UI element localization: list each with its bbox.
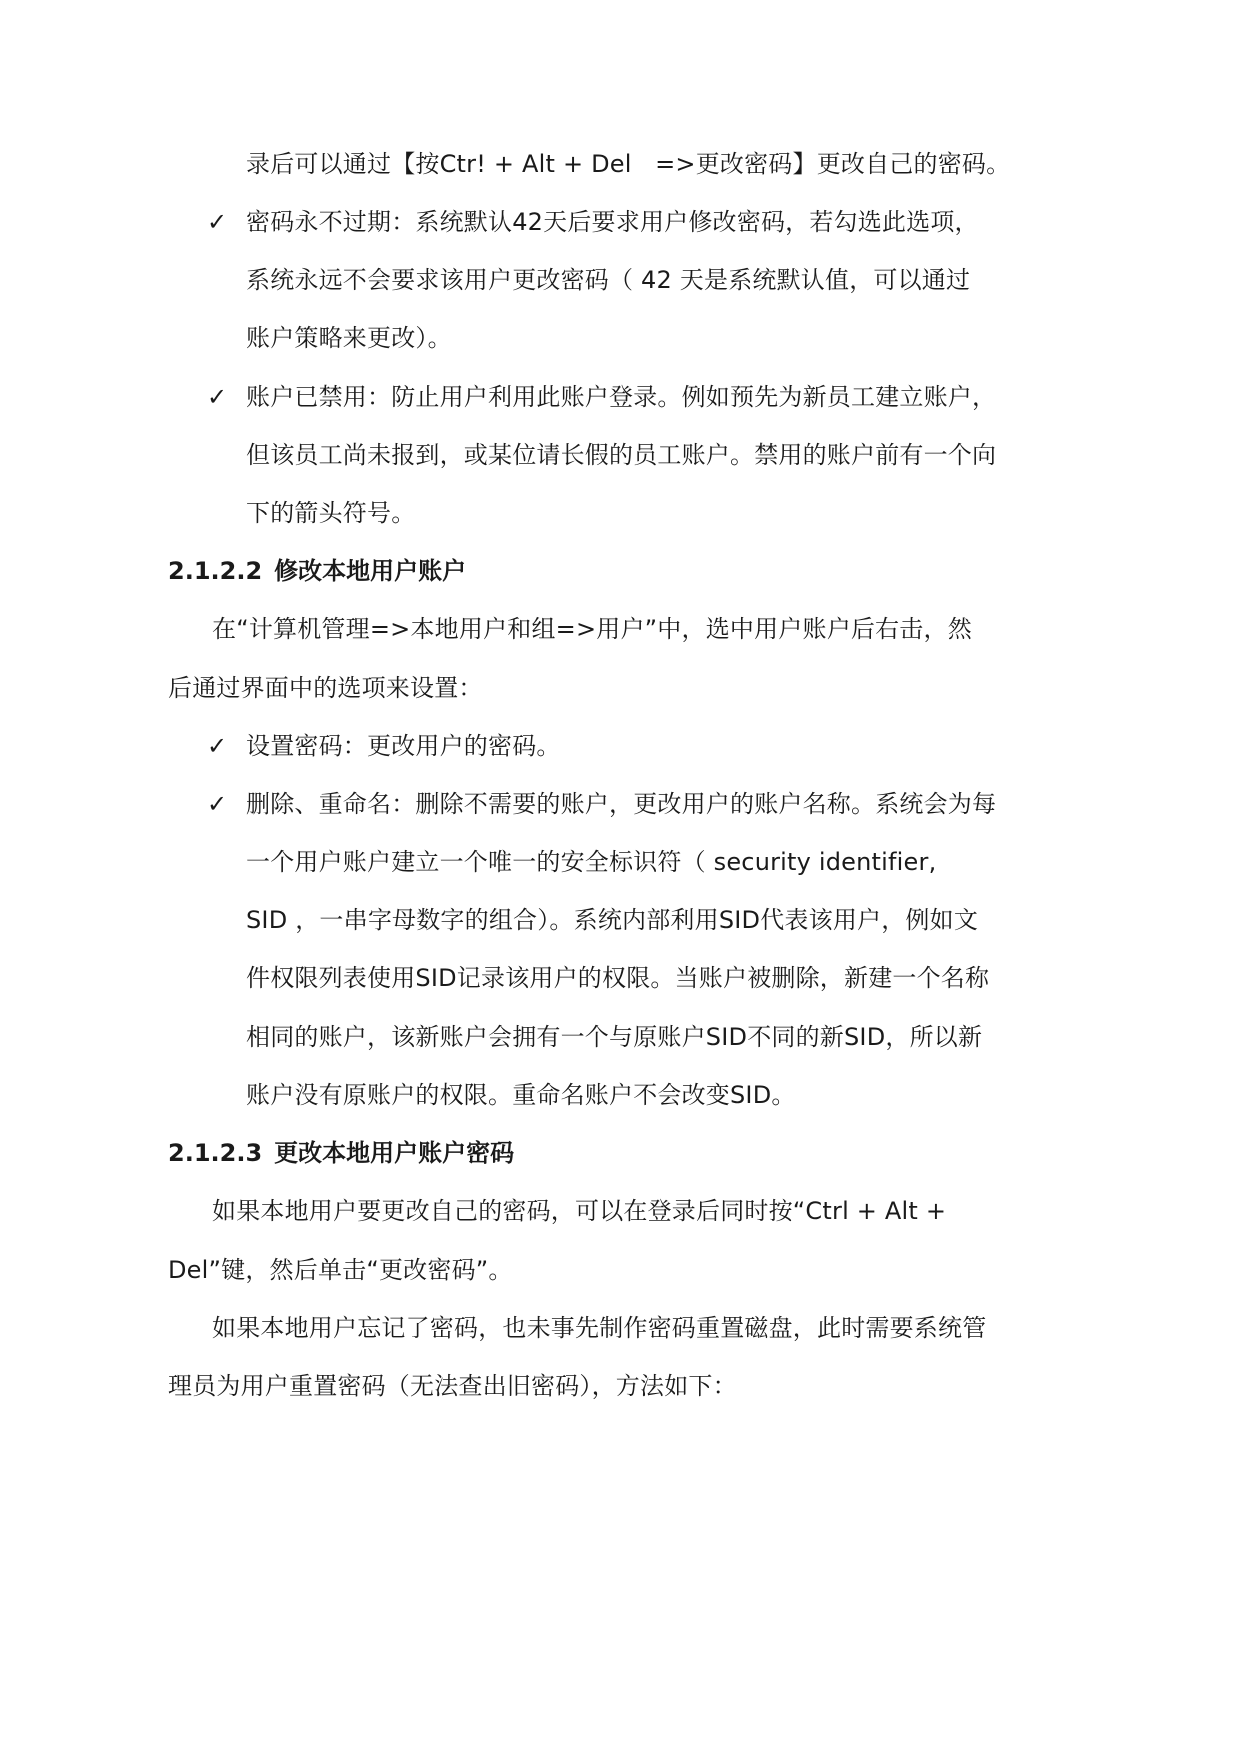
- bullet-line: 密码永不过期：系统默认42天后要求用户修改密码，若勾选此选项，: [246, 208, 979, 236]
- bullet-line: 下的箭头符号。: [246, 499, 416, 527]
- check-icon: ✓: [207, 208, 228, 236]
- paragraph-line: Del”键，然后单击“更改密码”。: [168, 1256, 513, 1284]
- check-icon: ✓: [207, 383, 228, 411]
- paragraph-continuation: 录后可以通过【按Ctr! + Alt + Del =>更改密码】更改自己的密码。: [246, 150, 1011, 178]
- paragraph-line: 后通过界面中的选项来设置：: [168, 674, 483, 702]
- bullet-line: 账户策略来更改）。: [246, 324, 452, 352]
- section-heading: [168, 555, 466, 587]
- section-heading: [168, 1137, 514, 1169]
- paragraph-line: 理员为用户重置密码（无法查出旧密码），方法如下：: [168, 1372, 737, 1400]
- section-number: 2.1.2.2: [168, 557, 263, 585]
- bullet-line: 但该员工尚未报到，或某位请长假的员工账户。禁用的账户前有一个向: [246, 441, 997, 469]
- check-icon: ✓: [207, 790, 228, 818]
- paragraph-line: 如果本地用户忘记了密码，也未事先制作密码重置磁盘，此时需要系统管: [212, 1314, 987, 1342]
- bullet-line: 账户没有原账户的权限。重命名账户不会改变SID。: [246, 1081, 796, 1109]
- paragraph-line: 如果本地用户要更改自己的密码，可以在登录后同时按“Ctrl + Alt +: [212, 1197, 947, 1225]
- bullet-line: 账户已禁用：防止用户利用此账户登录。例如预先为新员工建立账户，: [246, 383, 997, 411]
- bullet-line: 件权限列表使用SID记录该用户的权限。当账户被删除，新建一个名称: [246, 964, 990, 992]
- section-title: 修改本地用户账户: [274, 557, 467, 585]
- bullet-line: 删除、重命名：删除不需要的账户，更改用户的账户名称。系统会为每: [246, 790, 997, 818]
- section-title: 更改本地用户账户密码: [274, 1139, 515, 1167]
- bullet-line: 相同的账户，该新账户会拥有一个与原账户SID不同的新SID，所以新: [246, 1023, 983, 1051]
- bullet-line: 系统永远不会要求该用户更改密码（ 42 天是系统默认值，可以通过: [246, 266, 971, 294]
- bullet-line: SID ，一串字母数字的组合）。系统内部利用SID代表该用户，例如文: [246, 906, 979, 934]
- bullet-line: 设置密码：更改用户的密码。: [246, 732, 561, 760]
- check-icon: ✓: [207, 732, 228, 760]
- section-number: 2.1.2.3: [168, 1139, 263, 1167]
- bullet-line: 一个用户账户建立一个唯一的安全标识符（ security identifier,: [246, 848, 937, 876]
- paragraph-line: 在“计算机管理=>本地用户和组=>用户”中，选中用户账户后右击，然: [212, 615, 972, 643]
